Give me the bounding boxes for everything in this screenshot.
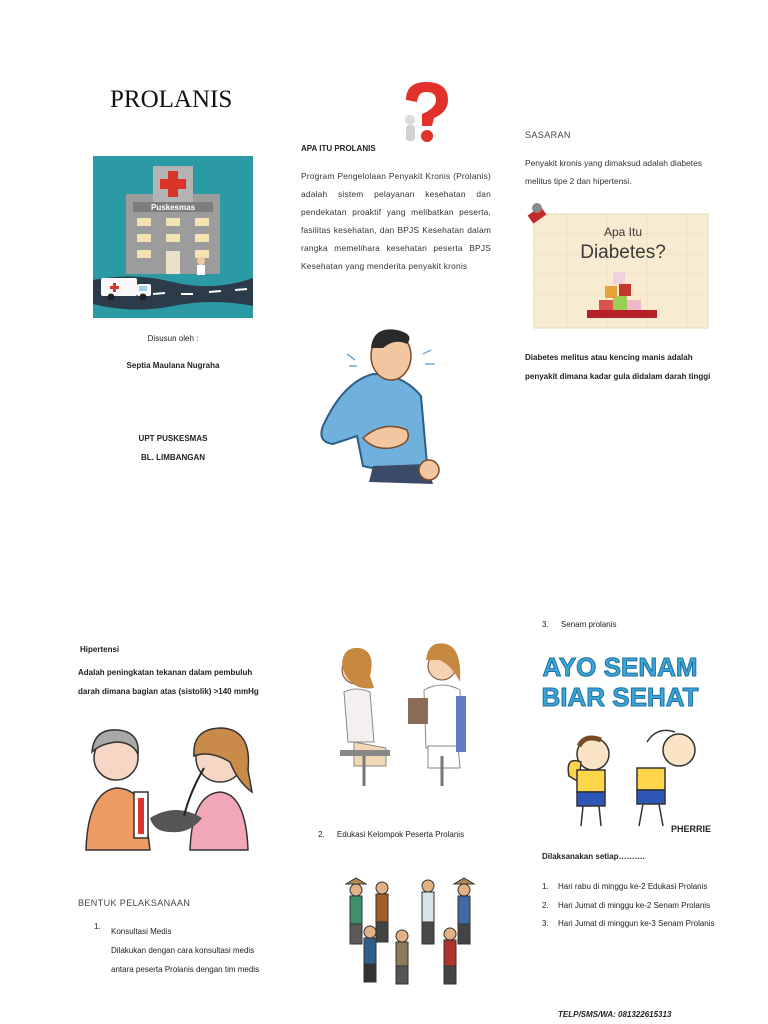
schedule-num: 1. [542,882,549,891]
diabetes-illustration [527,200,710,330]
disusun-label: Disusun oleh : [147,334,199,343]
senam-img-line2: BIAR SEHAT [541,682,699,712]
schedule-num: 3. [542,919,549,928]
schedule-list [542,878,717,934]
contact-phone: TELP/SMS/WA: 081322615313 [558,1010,672,1019]
edukasi-num: 2. [318,830,325,839]
senam-num: 3. [542,620,549,629]
schedule-item [542,878,717,897]
bentuk-pelaksanaan-heading: BENTUK PELAKSANAAN [78,898,191,908]
senam-illustration [525,646,715,838]
apa-itu-paragraph: Program Pengelolaan Penyakit Kronis (Prolanis) adalah sistem pelayanan kesehatan dan pendekatan proaktif yang melibatkan peserta, fasilitas kesehatan, dan BPJS Kesehatan dalam rangka memelihara kesehatan peserta BPJS Kesehatan yang menderita penyakit kronis [301,171,491,271]
question-mark-icon [396,78,456,148]
page-title: PROLANIS [110,86,233,113]
sasaran-paragraph: Penyakit kronis yang dimaksud adalah diabetes melitus tipe 2 dan hipertensi. [525,158,702,186]
edukasi-title: Edukasi Kelompok Peserta Prolanis [336,830,465,839]
hipertensi-definition: Adalah peningkatan tekanan dalam pembuluh darah dimana bagian atas (sistolik) >140 mmHg [78,668,259,696]
senam-img-credit: PHERRIE [670,824,711,834]
senam-item [542,620,712,629]
schedule-num: 2. [542,900,549,910]
senam-title: Senam prolanis [560,620,617,629]
org-line-1: UPT PUSKESMAS [138,434,208,443]
consultation-illustration [330,636,480,796]
edukasi-item [318,830,498,839]
blood-pressure-illustration [80,722,255,852]
puskesmas-illustration [93,156,253,318]
dilaksanakan-label: Dilaksanakan setiap………. [542,852,645,861]
schedule-item [542,915,717,934]
sick-man-illustration [303,326,491,486]
senam-img-line1: AYO SENAM [542,652,698,682]
org-line-2: BL. LIMBANGAN [141,453,205,462]
hipertensi-title: Hipertensi [80,645,120,654]
apa-itu-heading: APA ITU PROLANIS [301,144,376,153]
konsultasi-item [94,922,269,979]
konsultasi-desc: Dilakukan dengan cara konsultasi medis antara peserta Prolanis dengan tim medis [111,946,260,974]
konsultasi-title: Konsultasi Medis [111,927,172,936]
konsultasi-num: 1. [94,922,101,931]
schedule-text: Hari Jumat di minggu ke-2 Senam Prolanis [558,900,711,910]
diabetes-definition: Diabetes melitus atau kencing manis adalah penyakit dimana kadar gula didalam darah tinggi [525,353,711,381]
sasaran-heading: SASARAN [525,130,571,140]
puskesmas-sign: Puskesmas [150,203,196,212]
diabetes-img-line2: Diabetes? [580,242,666,263]
schedule-item [542,897,717,916]
author-name: Septia Maulana Nugraha [126,361,220,370]
schedule-text: Hari Jumat di minggun ke-3 Senam Prolanis [558,919,715,928]
group-illustration [340,876,480,988]
diabetes-img-line1: Apa Itu [603,225,643,239]
schedule-text: Hari rabu di minggu ke-2 Edukasi Prolanis [558,882,708,891]
